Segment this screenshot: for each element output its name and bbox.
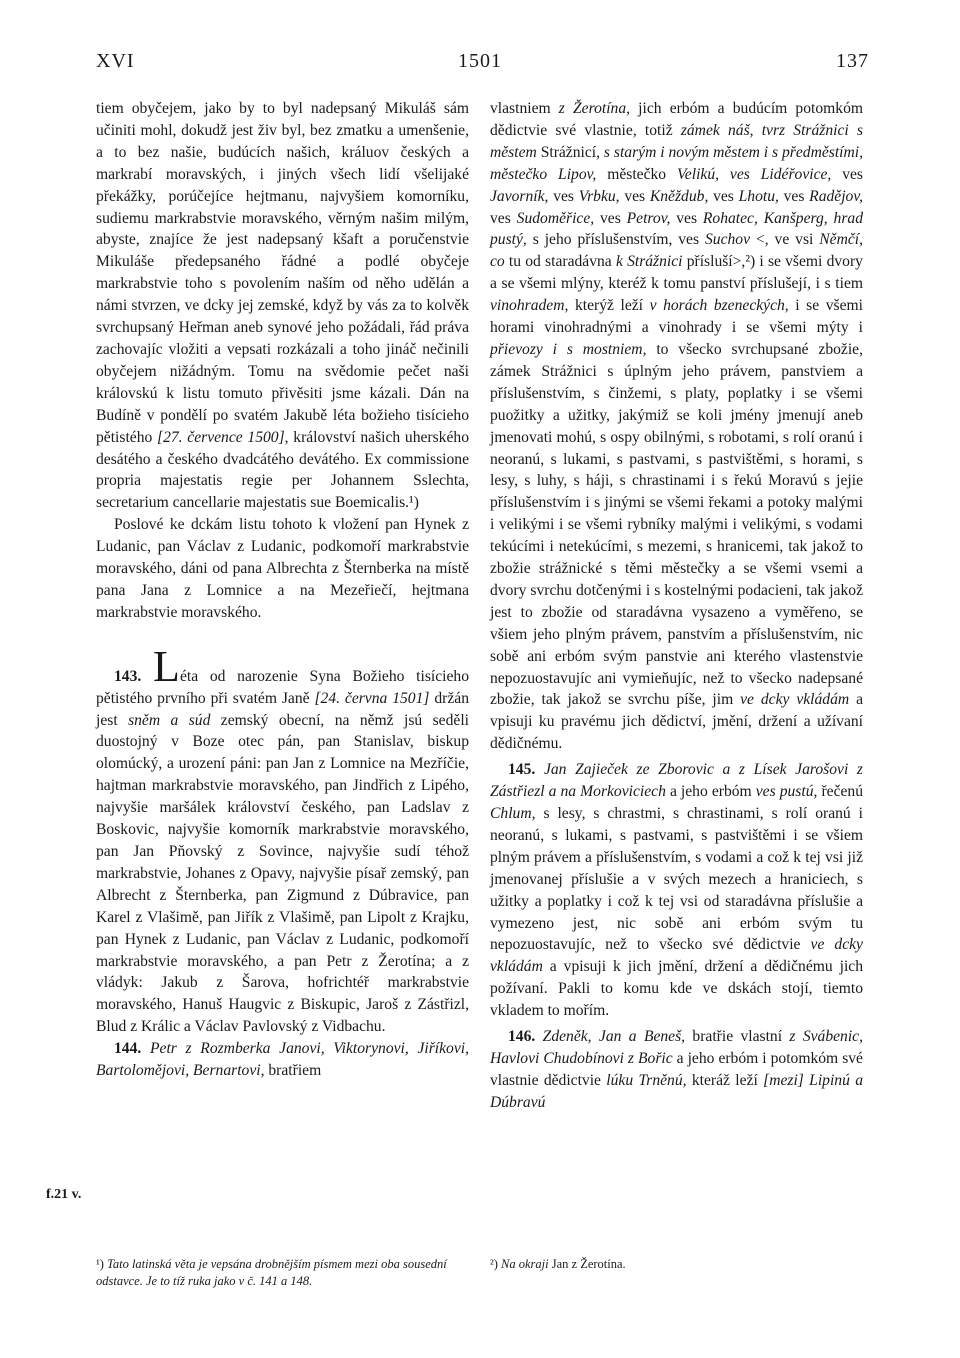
date-italic: [27. července 1500] bbox=[157, 428, 285, 446]
page-number: 137 bbox=[836, 50, 869, 72]
text: zemský obecní, na němž jsú seděli duostojný v Boze otec pán, pan Stanislav, biskup olomúcký, a urození páni: pan Jan z Lomnice na Mezříčie, hajtman markrabstvie moravského, pan Jindřich z Lipého, najvyšie maršálek království českého, pan Ladslav z Boskovic, najvyšie komorník markrabstvie moravského, pan Jan Pňovský z Sovince, najvyšie sudí téhož markrabstvie, Johanes z Opavy, najvyšie písař zemský, pan Albrecht z Šternberka, pan Zigmund z Dúbravice, pan Karel z Vlašimě, pan Jiřík z Vlašimě, pan Lipolt z Krajku, pan Hynek z Ludanic, pan Václav z Ludanic, podkomoří markrabstvie moravského, a pan Petr z Žerotína; a z vládyk: Jakub z Šarova, hofrichtéř markrabstvie moravského, Hanuš Haugvic z Biskupic, Jaroš z Zástřizl, Blud z Králic a Václav Pavlovský z Vidbachu. bbox=[96, 711, 469, 1036]
footnote-text: Tato latinská věta je vepsána drobnějším písmem mezi oba sousední odstavce. Je to tíž ruka jako v č. 141 a 148. bbox=[96, 1257, 447, 1288]
entry-145: 145. Jan Zajieček ze Zborovic a z Lísek Jarošovi z Zástřiezl a na Morkoviciech a jeho erbóm ves pustú, řečenú Chlum, s lesy, s chrastmi, s chrastinami, s rolí oranú i neoranú, s lukami, s pastvami, s pastvištěmi i se všiem plným právem a příslušenstvím, s vodami a což k tej vsi již jmenovanej příslušie a v svých mezech a hraniciech, s užitky a poplatky i což k tej vsi od staradávna příslušie a vymezeno jest, nic sobě ani erbóm svým tu nepozuostavujíc, než to všecko své dědictvie ve dcky vkládám a vpisuji k jich jmění, držení a dědičnému jich požívaní. Pakli to komu kde ve dskách stojí, tiemto vkladem to mořím. bbox=[490, 761, 864, 1020]
entry-144 bbox=[96, 1038, 469, 1082]
right-column bbox=[490, 98, 863, 1114]
italic-term: sněm a súd bbox=[128, 711, 211, 729]
entry-number: 143. bbox=[114, 667, 142, 685]
paragraph-envoys: Poslové ke dckám listu tohoto k vložení pan Hynek z Ludanic, pan Václav z Ludanic, podkomoří markrabstvie moravského, dáni od pana Albrechta z Šternberka na místě pana Jana z Lomnice a na Mezeřiečí, hejtmana markrabstvie moravského. bbox=[96, 516, 469, 621]
initial-letter: L bbox=[153, 641, 180, 691]
paragraph-continuation bbox=[96, 98, 469, 514]
text: bratřiem bbox=[264, 1062, 322, 1080]
page-header bbox=[0, 50, 960, 80]
footnote-1 bbox=[96, 1256, 476, 1290]
date-italic: [24. června 1501] bbox=[314, 689, 430, 707]
footnote-italic: Na okraji bbox=[501, 1257, 549, 1271]
names-italic: Petr z Rozmberka Janovi, Viktorynovi, Jiříkovi, Bartolomějovi, Bernartovi, bbox=[96, 1040, 469, 1080]
entry-143 bbox=[96, 641, 470, 1038]
entry-number: 146. bbox=[508, 1028, 536, 1046]
footnote-mark: ¹) bbox=[96, 1257, 104, 1271]
text: , království našich uherského desátého a českého dvadcátého devátého. Ex commissione propria majestatis regie per Johannem Sslechta, secretarium cancellarie majestatis sue Boemicalis.¹) bbox=[96, 428, 469, 512]
year-heading: 1501 bbox=[458, 50, 502, 72]
left-column bbox=[96, 98, 469, 1082]
text: éta od narozenie Syna Božieho tisícieho pětistého prvního při svatém Janě bbox=[96, 667, 469, 707]
text: držán jest bbox=[96, 689, 470, 729]
entry-number: 144. bbox=[114, 1040, 142, 1058]
text: tiem obyčejem, jako by to byl nadepsaný Mikuláš sám učiniti mohl, dokudž jest živ byl, bez zmatku a umenšenie, a to bez našie, budúcích našich, králuov českých a markrabí moravských, i jiných všech lidí všelijaké překážky, porúčejíce hejtmanu, najvyšiem komorníku, sudiemu markrabstvie moravského, věrným našim milým, abyste, znajíce že jest nadepsaný kšaft a poručenstvie Mikuláše předepsaného řádné a podlé obyčeje markrabstvie toho s povolením naším od něho udělán a námi stvrzen, ve dcky jej zemské, když by vás za to kolvěk svrchupsaný Heřman aneb synové jeho požádali, řád práva zachovajíc vložiti a vepsati rozkázali a toho jináč nečinili obyčejem nižádným. Tomu na svědomie pečet naši královskú k listu tomuto přivěsiti jsme kázali. Dán na Budíně v pondělí po svatém Jakubě léta božieho tisícieho pětistého bbox=[96, 100, 469, 446]
footnote-mark: ²) bbox=[490, 1257, 498, 1271]
entry-number: 145. bbox=[508, 761, 536, 779]
paragraph-continuation-right: vlastniem z Žerotína, jich erbóm a budúcím potomkóm dědictvie své vlastnie, totiž zámek náš, tvrz Strážnici s městem Strážnicí, s starým i novým městem i s předměstími, městečko Lipov, městečko Velikú, ves Lidéřovice, ves Javorník, ves Vrbku, ves Kněždub, ves Lhotu, ves Radějov, ves Sudoměřice, ves Petrov, ves Rohatec, Kanšperg, hrad pustý, s jeho příslušenstvím, ves Suchov <, ve vsi Němčí, co tu od staradávna k Strážnici přísluší>,²) i se všemi dvory a se všemi mlýny, kteréž k tomu panství příslušejí, i s tiem vinohradem, kterýž leží v horách bzeneckých, i se všemi horami vinohradnými a vinohrady i se všemi mýty i přievozy i s mostniem, to všecko svrchupsané zbožie, zámek Strážnici s úplným jeho právem, panstviem a příslušenstvím, s činžemi, s platy, poplatky i se všemi puožitky a užitky, jakýmiž se koli jmény jmenují aneb jmenovati mohú, s ospy obilnými, s robotami, s rolí oranú i neoranú, s lukami, s pastvami, s pastvištěmi, s horami, s lesy, s luhy, s háji, s chrastinami i s řekú Moravú s jejie příslušenstvím i s jinými se všemi řekami a potoky malými i velikými i se všemi rybníky malými i velikými, s vodami tekúcími i netekúcími, s mezemi, s hranicemi, tak jakož to zbožie strážnické s těmi městečky a se všemi vsemi a dvory svrchu dotčenými i s kostelnými podacieni, tak jakož jest to zbožie od staradávna vysazeno a vyměřeno, se všiem jeho plným právem, panstvím a příslušenstvím, nic sobě ani erbóm svým panstvie ani kterého vlastenstvie nepozuostavujíc ani vymieňujíc, než to všecko nadepsané zbožie, tak jakož se svrchu píše, jim ve dcky vkládám a vpisuji ku pravému jich dědictví, jmění, držení a užívaní dědičnému. bbox=[490, 100, 864, 753]
margin-folio-note: f.21 v. bbox=[46, 1187, 82, 1202]
footnote-text: Jan z Žerotína. bbox=[548, 1257, 626, 1271]
roman-numeral: XVI bbox=[96, 50, 135, 72]
footnote-2 bbox=[490, 1256, 863, 1273]
entry-146: 146. Zdeněk, Jan a Beneš, bratřie vlastní z Svábenic, Havlovi Chudobínovi z Bořic a jeho erbóm i potomkóm své vlastnie dědictvie lúku Trněnú, kteráž leží [mezi] Lipinú a Dúbravú bbox=[490, 1028, 864, 1111]
